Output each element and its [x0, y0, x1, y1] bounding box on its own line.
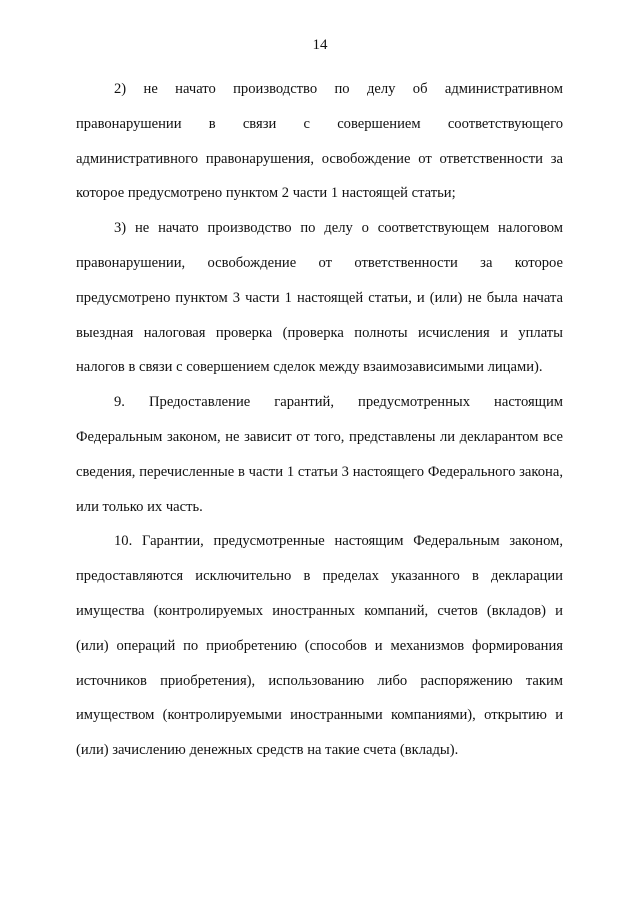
paragraph-item-3: 3) не начато производство по делу о соответствующем налоговом правонарушении, освобождение от ответственности за которое предусмотрено пунктом 3 части 1 настоящей статьи, и (или) не была начата выездная налоговая проверка (проверка полноты исчисления и уплаты налогов в связи с совершением сделок между взаимозависимыми лицами).: [76, 220, 563, 376]
document-body: [76, 72, 563, 768]
page-number: 14: [312, 37, 328, 53]
paragraph-section-10: 10. Гарантии, предусмотренные настоящим Федеральным законом, предоставляются исключительно в пределах указанного в декларации имущества (контролируемых иностранных компаний, счетов (вкладов) и (или) операций по приобретению (способов и механизмов формирования источников приобретения), использованию либо распоряжению таким имуществом (контролируемыми иностранными компаниями), открытию и (или) зачислению денежных средств на такие счета (вклады).: [76, 533, 563, 759]
paragraph-item-2: 2) не начато производство по делу об административном правонарушении в связи с совершением соответствующего административного правонарушения, освобождение от ответственности за которое предусмотрено пунктом 2 части 1 настоящей статьи;: [76, 81, 563, 202]
paragraph-section-9: 9. Предоставление гарантий, предусмотренных настоящим Федеральным законом, не зависит от того, представлены ли декларантом все сведения, перечисленные в части 1 статьи 3 настоящего Федерального закона, или только их часть.: [76, 394, 563, 515]
